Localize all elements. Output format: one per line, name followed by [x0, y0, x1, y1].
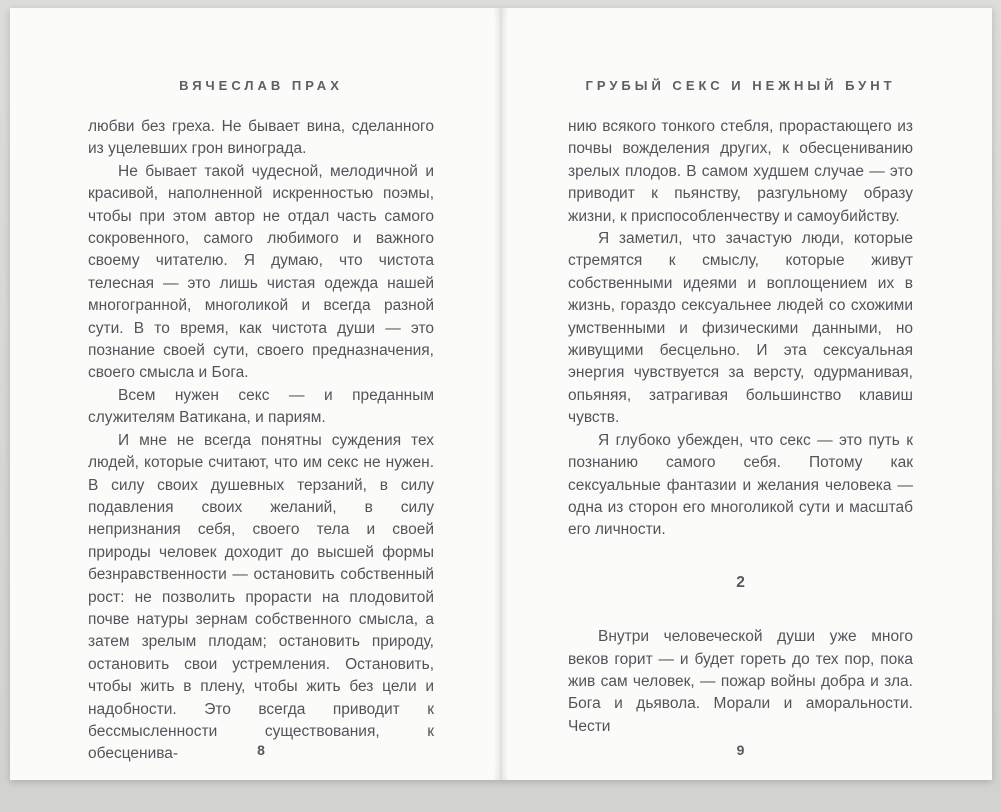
book-spread — [10, 8, 992, 780]
left-page-text — [88, 116, 434, 766]
paragraph: Всем нужен секс — и преданным служителям Ватикана, и париям. — [88, 386, 434, 427]
section-number: 2 — [736, 573, 745, 591]
right-page-text — [568, 116, 913, 738]
page-left — [10, 8, 494, 780]
paragraph: Я заметил, что зачастую люди, которые стремятся к смыслу, которые живут собственными идеями и воплощением их в жизнь, гораздо сексуальнее людей со схожими умственными и физическими данными, но живущими бесцельно. И эта сексуальная энергия чувствуется за версту, одурманивая, опьяняя, затрагивая большинство клавиш чувств. — [568, 230, 913, 427]
page-right — [508, 8, 992, 780]
left-running-head: ВЯЧЕСЛАВ ПРАХ — [179, 78, 343, 93]
paragraph: нию всякого тонкого стебля, прорастающего из почвы вожделения других, к обесцениванию зрелых плодов. В самом худшем случае — это приводит к пьянству, разгульному образу жизни, к приспособленчеству и самоубийству. — [568, 118, 913, 225]
right-running-head: ГРУБЫЙ СЕКС И НЕЖНЫЙ БУНТ — [585, 78, 896, 93]
left-page-number: 8 — [257, 742, 265, 758]
paragraph: Я глубоко убежден, что секс — это путь к познанию самого себя. Потому как сексуальные фантазии и желания человека — одна из сторон его многоликой сути и масштаб его личности. — [568, 431, 913, 539]
gutter-shadow — [494, 8, 508, 780]
paragraph: И мне не всегда понятны суждения тех людей, которые считают, что им секс не нужен. В силу своих душевных терзаний, в силу подавления своих желаний, в силу непризнания себя, своего тела и своей природы человек доходит до высшей формы безнравственности — остановить собственный рост: не позволить прорасти на плодовитой почве натуры зернам собственного смысла, а затем зрелым плодам; остановить природу, остановить свои устремления. Остановить, чтобы жить в плену, чтобы жить без цели и надобности. Это всегда приводит к бессмысленности существования, к обесценива- — [88, 431, 434, 763]
paragraph: Внутри человеческой души уже много веков горит — и будет гореть до тех пор, пока жив сам человек, — пожар войны добра и зла. Бога и дьявола. Морали и аморальности. Чести — [568, 628, 913, 735]
paragraph: любви без греха. Не бывает вина, сделанного из уцелевших грон винограда. — [88, 118, 434, 158]
paragraph: Не бывает такой чудесной, мелодичной и красивой, наполненной искренностью поэмы, чтобы при этом автор не отдал часть самого сокровенного, самого любимого и важного своему читателю. Я думаю, что чистота телесная — это лишь чистая одежда нашей многогранной, многоликой и всегда разной сути. В то время, как чистота души — это познание своей сути, своего предназначения, своего смысла и Бога. — [88, 162, 434, 382]
right-page-number: 9 — [736, 742, 745, 758]
